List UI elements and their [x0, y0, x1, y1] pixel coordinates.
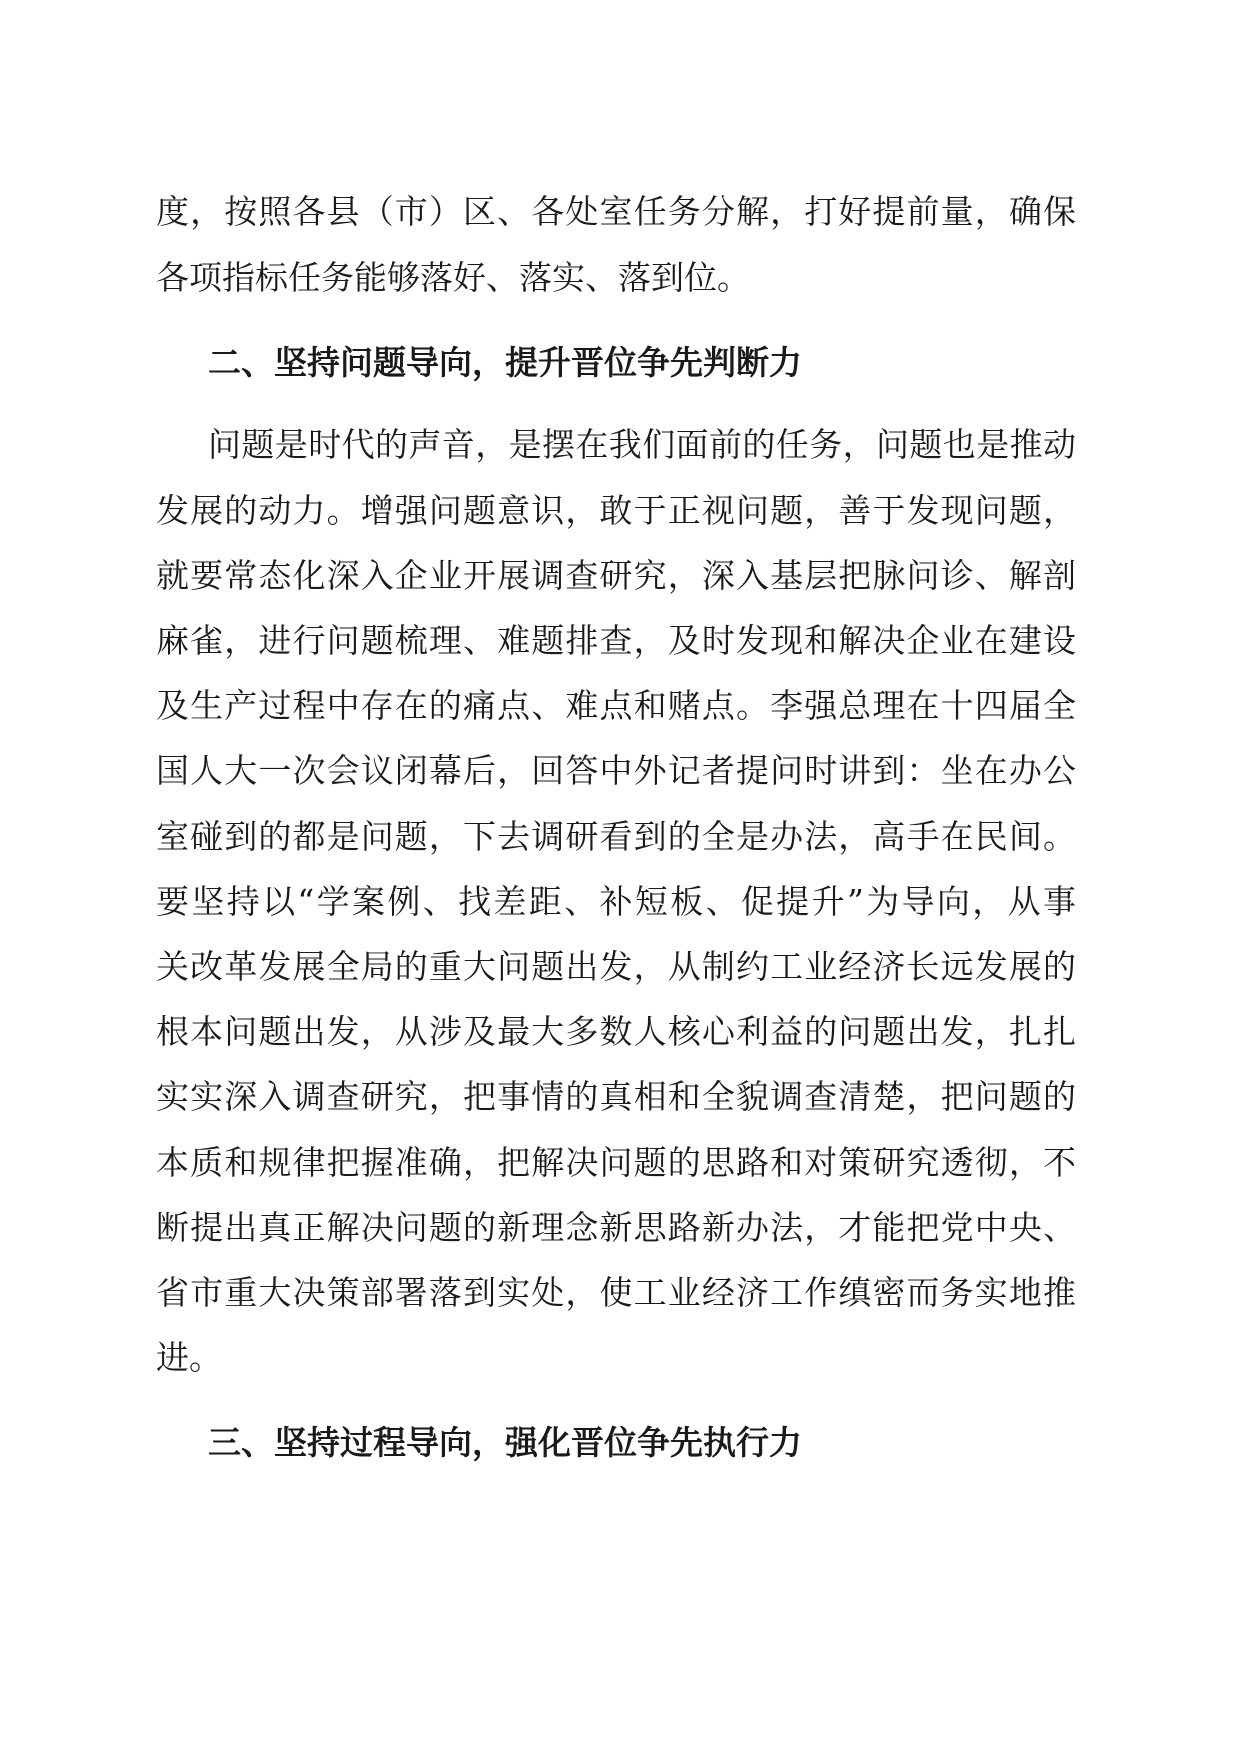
paragraph-2-line: 就要常态化深入企业开展调查研究，深入基层把脉问诊、解剖 — [156, 556, 1076, 595]
paragraph-2-line: 麻雀，进行问题梳理、难题排查，及时发现和解决企业在建设 — [156, 621, 1076, 660]
paragraph-1-line: 各项指标任务能够落好、落实、落到位。 — [156, 258, 750, 297]
paragraph-2-line: 室碰到的都是问题，下去调研看到的全是办法，高手在民间。 — [156, 817, 1076, 856]
paragraph-2-line: 省市重大决策部署落到实处，使工业经济工作缜密而务实地推 — [156, 1273, 1076, 1312]
paragraph-2-line: 要坚持以“学案例、找差距、补短板、促提升”为导向，从事 — [156, 882, 1076, 921]
paragraph-2-line: 及生产过程中存在的痛点、难点和赌点。李强总理在十四届全 — [156, 686, 1076, 725]
paragraph-2-line: 根本问题出发，从涉及最大多数人核心利益的问题出发，扎扎 — [156, 1012, 1076, 1051]
paragraph-2-line: 断提出真正解决问题的新理念新思路新办法，才能把党中央、 — [156, 1208, 1076, 1247]
paragraph-2-line: 实实深入调查研究，把事情的真相和全貌调查清楚，把问题的 — [156, 1077, 1076, 1116]
paragraph-2-line: 关改革发展全局的重大问题出发，从制约工业经济长远发展的 — [156, 947, 1076, 986]
paragraph-2-line: 本质和规律把握准确，把解决问题的思路和对策研究透彻，不 — [156, 1143, 1076, 1182]
paragraph-2-line: 问题是时代的声音，是摆在我们面前的任务，问题也是推动 — [208, 425, 1076, 464]
paragraph-2-line: 国人大一次会议闭幕后，回答中外记者提问时讲到：坐在办公 — [156, 751, 1076, 790]
paragraph-1-line: 度，按照各县（市）区、各处室任务分解，打好提前量，确保 — [156, 192, 1076, 231]
section-heading-2: 二、坚持问题导向，提升晋位争先判断力 — [208, 343, 802, 382]
paragraph-2-line: 进。 — [156, 1338, 222, 1377]
paragraph-2-line: 发展的动力。增强问题意识，敢于正视问题，善于发现问题， — [156, 491, 1076, 530]
section-heading-3: 三、坚持过程导向，强化晋位争先执行力 — [208, 1423, 802, 1462]
